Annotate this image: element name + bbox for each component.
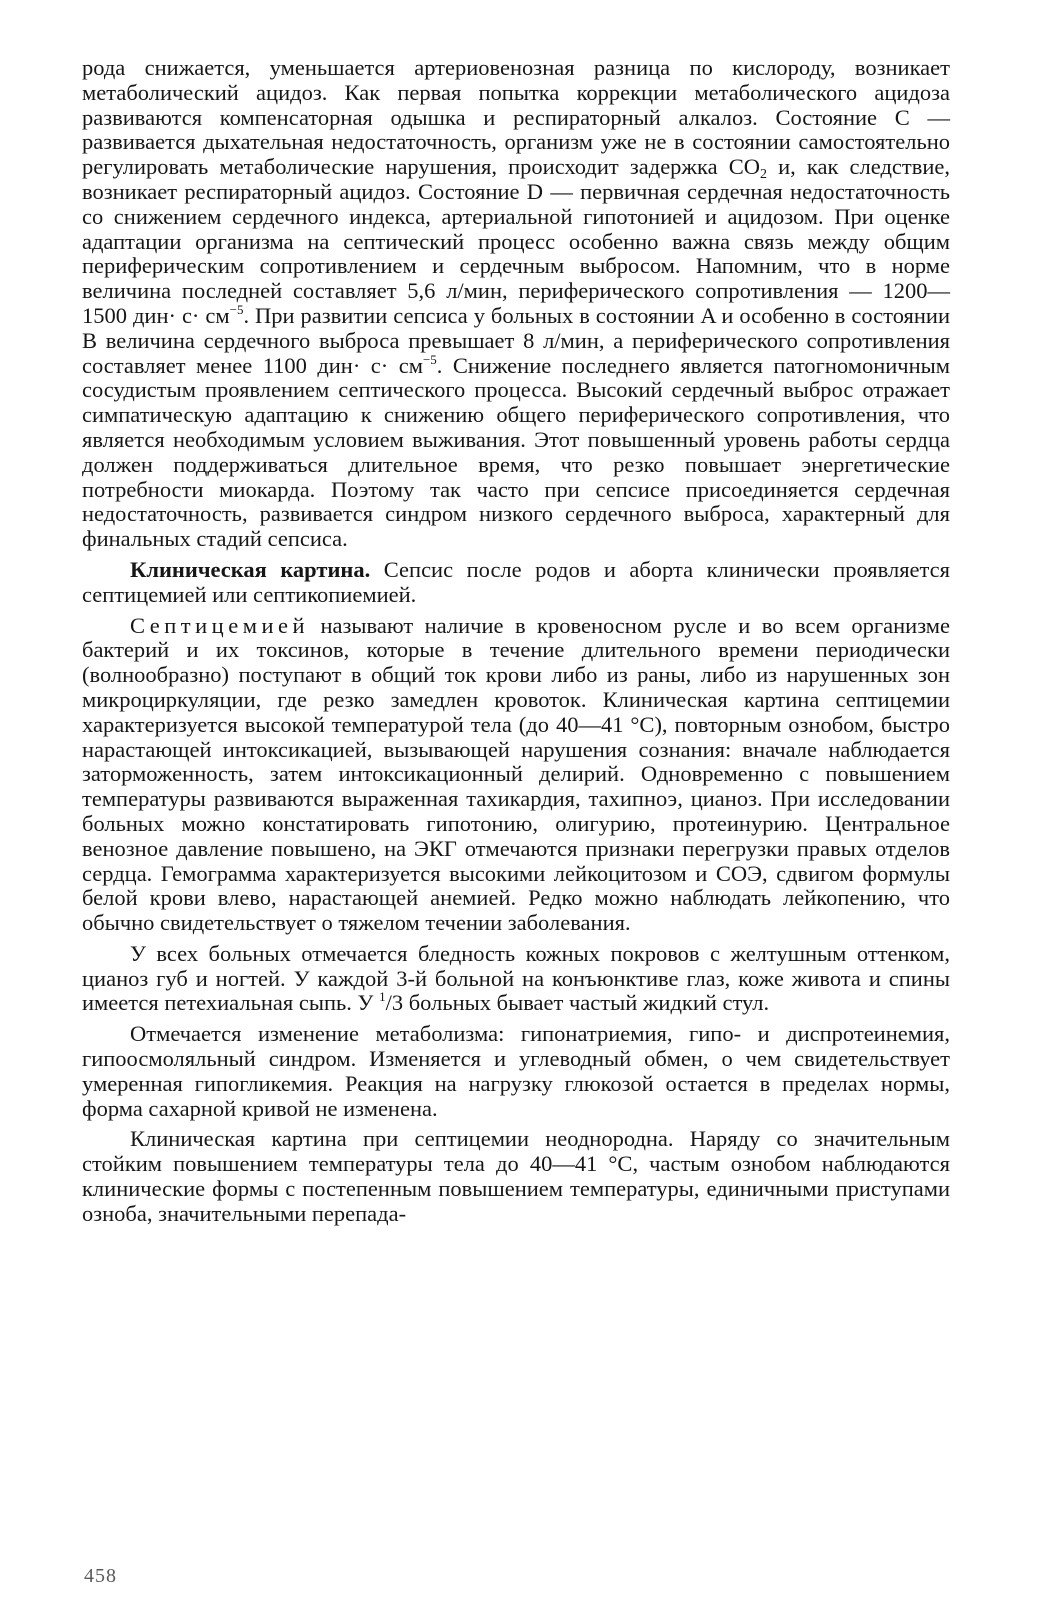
paragraph-text: рода снижается, уменьшается артериовенозная разница по кислороду, возникает метаболический ацидоз. Как первая попытка коррекции метаболического ацидоза развиваются компенсаторная одышка и респираторный алкалоз. Состояние С — развивается дыхательная недостаточность, организм уже не в состоянии самостоятельно регулировать метаболические нарушения, происходит задержка CO (82, 55, 950, 180)
paragraph-text: Сепсис после родов и аборта клинически проявляется септицемией или септикопиемией. (82, 556, 950, 607)
paragraph-text: больных бывает частый жидкий стул. (403, 990, 770, 1016)
subscript: 2 (759, 167, 767, 183)
paragraph-text: . Снижение последнего является патогномоничным сосудистым проявлением септического процесса. Высокий сердечный выброс отражает симпатическую адаптацию к снижению общего периферического сопротивления, что является необходимым условием выживания. Этот повышенный уровень работы сердца должен поддерживаться длительное время, что резко повышает энергетические потребности миокарда. Поэтому так часто при сепсисе присоединяется сердечная недостаточность, развивается синдром низкого сердечного выброса, характерный для финальных стадий сепсиса. (82, 352, 950, 552)
paragraph-continuation (82, 56, 950, 552)
superscript: −5 (229, 301, 244, 317)
paragraph-septicemia (82, 614, 950, 936)
paragraph-metabolism: Отмечается изменение метаболизма: гипонатриемия, гипо- и диспротеинемия, гипоосмоляльный синдром. Изменяется и углеводный обмен, о чем свидетельствует умеренная гипогликемия. Реакция на нагрузку глюкозой остается в пределах нормы, форма сахарной кривой не изменена. (82, 1021, 950, 1121)
paragraph-heterogeneous: Клиническая картина при септицемии неоднородна. Наряду со значительным стойким повышением температуры тела до 40—41 °C, частым ознобом наблюдаются клинические формы с постепенным повышением температуры, единичными приступами озноба, значительными перепада- (82, 1126, 950, 1226)
section-heading: Клиническая картина. (130, 556, 371, 582)
paragraph-symptoms (82, 942, 950, 1016)
page-body (82, 56, 950, 1227)
superscript: −5 (422, 351, 437, 367)
paragraph-text: . При развитии сепсиса у больных в состоянии A и особенно в состоянии B величина сердечного выброса превышает 8 л/мин, а периферического сопротивления составляет менее 1100 дин· с· см (82, 302, 950, 378)
paragraph-text: У всех больных отмечается бледность кожных покровов с желтушным оттенком, цианоз губ и ногтей. У каждой 3-й больной на конъюнктиве глаз, коже живота и спины имеется петехиальная сыпь. У (82, 940, 950, 1016)
spaced-term: Септицемией (130, 612, 310, 638)
paragraph-clinical-picture (82, 558, 950, 608)
fraction-numerator: 1 (379, 989, 386, 1005)
paragraph-text: и, как следствие, возникает респираторный ацидоз. Состояние D — первичная сердечная недостаточность со снижением сердечного индекса, артериальной гипотонией и ацидозом. При оценке адаптации организма на септический процесс особенно важна связь между общим периферическим сопротивлением и сердечным выбросом. Напомним, что в норме величина последней составляет 5,6 л/мин, периферического сопротивления — 1200—1500 дин· с· см (82, 154, 950, 328)
page-number: 458 (84, 1565, 117, 1587)
fraction-denominator: /3 (385, 990, 404, 1016)
paragraph-text: называют наличие в кровеносном русле и во всем организме бактерий и их токсинов, которые в течение длительного времени периодически (волнообразно) поступают в общий ток крови либо из раны, либо из нарушенных зон микроциркуляции, где резко замедлен кровоток. Клиническая картина септицемии характеризуется высокой температурой тела (до 40—41 °C), повторным ознобом, быстро нарастающей интоксикацией, вызывающей нарушения сознания: вначале наблюдается заторможенность, затем интоксикационный делирий. Одновременно с повышением температуры развиваются выраженная тахикардия, тахипноэ, цианоз. При исследовании больных можно констатировать гипотонию, олигурию, протеинурию. Центральное венозное давление повышено, на ЭКГ отмечаются признаки перегрузки правых отделов сердца. Гемограмма характеризуется высокими лейкоцитозом и СОЭ, сдвигом формулы белой крови влево, нарастающей анемией. Редко можно наблюдать лейкопению, что обычно свидетельствует о тяжелом течении заболевания. (82, 612, 950, 936)
